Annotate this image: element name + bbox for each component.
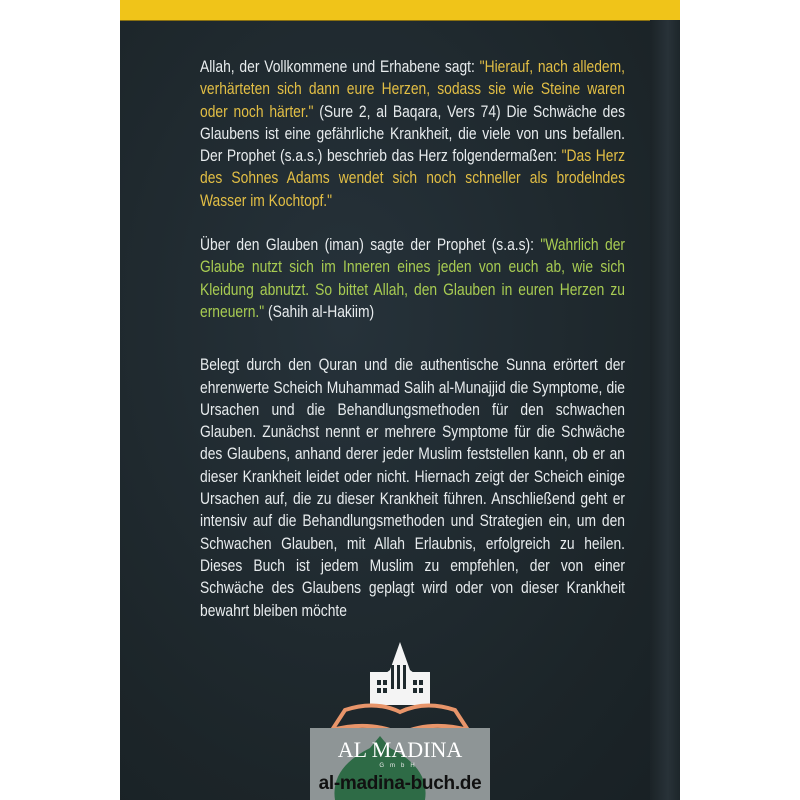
hadith-quote: "Das Herz des Sohnes Adams wendet sich noch schneller als brodelndes Wasser im Kochtopf." [200,147,625,210]
quote-source: (Sure 2, al Baqara, Vers 74) Die Schwäche des Glaubens ist eine gefährliche Krankheit, die viele von uns befallen. Der Prophet (s.a.s.) beschrieb das Herz folgendermaßen: [200,102,625,166]
paragraph-3: Belegt durch den Quran und die authentische Sunna erörtert der ehrenwerte Scheich Muhammad Salih al-Munajjid die Symptome, die Ursachen und die Behandlungsmethoden für den schwachen Glauben. Zunächst nennt er mehrere Symptome für die Schwäche des Glaubens, anhand derer jeder Muslim feststellen kann, ob er an dieser Krankheit leidet oder nicht. Hiernach zeigt der Scheich einige Ursachen auf, die zu dieser Krankheit führen. Anschließend geht er intensiv auf die Behandlungsmethoden und Strategien ein, um den Schwachen Glauben, mit Allah Erlaubnis, erfolgreich zu heilen. Dieses Buch ist jedem Muslim zu empfehlen, der von einer Schwäche des Glaubens geplagt wird oder von dieser Krankheit bewahrt bleiben möchte [200,356,625,620]
paragraph-1 [200,56,625,212]
publisher-name: AL MADINA [337,737,463,762]
publisher-suffix: GmbH [379,763,421,769]
book-spine-edge [650,20,680,800]
cover-text [200,56,625,622]
publisher-url: al-madina-buch.de [318,773,482,794]
paragraph-2 [200,234,625,323]
intro-text: Über den Glauben (iman) sagte der Prophet (s.a.s): [200,236,541,255]
quote-source: (Sahih al-Hakiim) [264,302,375,321]
quran-quote: "Hierauf, nach alledem, verhärteten sich dann eure Herzen, sodass sie wie Steine waren oder noch härter." [200,58,625,121]
hadith-quote-green: "Wahrlich der Glaube nutzt sich im Inneren eines jeden von euch ab, wie sich Kleidung abnutzt. So bittet Allah, den Glauben in euren Herzen zu erneuern." [200,236,625,321]
top-color-band [120,0,680,21]
intro-text: Allah, der Vollkommene und Erhabene sagt: [200,58,480,76]
